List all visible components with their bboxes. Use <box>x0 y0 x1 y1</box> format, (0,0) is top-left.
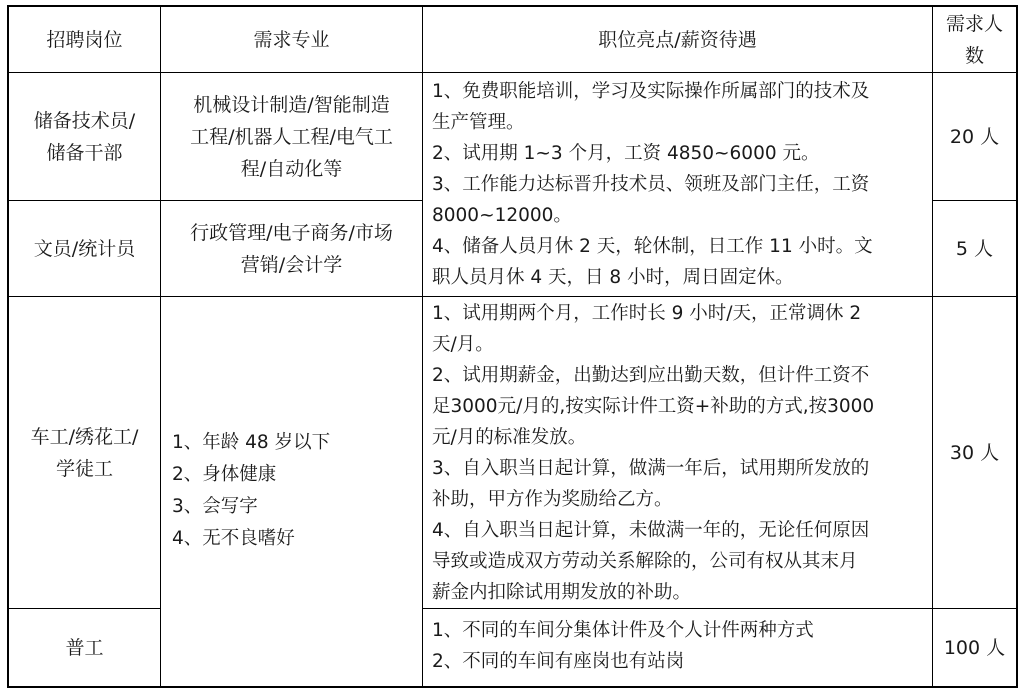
g1-row2-major <box>161 201 422 296</box>
g2-row2-count-text: 100 人 <box>943 636 1006 659</box>
g1-row2-position <box>9 201 160 296</box>
g2-benefit-line: 薪金内扣除试用期发放的补助。 <box>432 582 692 603</box>
header-benefits-text: 职位亮点/薪资待遇 <box>598 28 757 51</box>
g1-benefits <box>432 76 873 293</box>
g1-benefit-line: 2、试用期 1~3 个月，工资 4850~6000 元。 <box>432 143 820 164</box>
header-major <box>161 7 422 72</box>
g2-row1-position <box>9 297 160 608</box>
g1-row1-position-line1: 储备技术员/ <box>33 109 136 132</box>
g2-benefit-line: 足3000元/月的,按实际计件工资+补助的方式,按3000 <box>432 396 875 417</box>
header-count-line1: 需求人 <box>945 12 1003 35</box>
g1-row2-major-line1: 行政管理/电子商务/市场 <box>190 221 393 244</box>
g2-benefit-line: 导致或造成双方劳动关系解除的，公司有权从其末月 <box>432 551 858 572</box>
header-major-text: 需求专业 <box>253 28 330 51</box>
g2-row1-benefits <box>432 298 874 608</box>
g1-row1-position <box>9 73 160 200</box>
g1-row1-major <box>161 73 422 200</box>
header-count <box>933 7 1016 72</box>
header-count-line2: 数 <box>964 44 984 67</box>
g1-row2-count-text: 5 人 <box>955 237 994 260</box>
g2-row1-count <box>933 297 1016 608</box>
g2-row1-count-text: 30 人 <box>949 441 1000 464</box>
g1-row1-major-line1: 机械设计制造/智能制造 <box>193 93 390 116</box>
header-position-text: 招聘岗位 <box>46 28 123 51</box>
g2-requirement-item: 3、会写字 <box>172 496 258 517</box>
g1-benefit-line: 8000~12000。 <box>432 205 572 226</box>
g2-row2-benefit-line: 2、不同的车间有座岗也有站岗 <box>432 651 685 672</box>
g1-row1-major-line2: 工程/机器人工程/电气工 <box>190 125 393 148</box>
rule-col2 <box>422 5 423 688</box>
g2-requirement-item: 4、无不良嗜好 <box>172 528 295 549</box>
g2-row1-position-line1: 车工/绣花工/ <box>30 425 139 448</box>
g1-row1-count-text: 20 人 <box>949 125 1000 148</box>
g1-benefit-line: 3、工作能力达标晋升技术员、领班及部门主任，工资 <box>432 174 870 195</box>
g2-row2-position-text: 普工 <box>65 636 104 659</box>
g2-benefit-line: 4、自入职当日起计算，未做满一年的，无论任何原因 <box>432 520 870 541</box>
header-position <box>9 7 160 72</box>
g2-requirement-item: 1、年龄 48 岁以下 <box>172 432 331 453</box>
g2-benefit-line: 元/月的标准发放。 <box>432 427 587 448</box>
g2-row1-position-line2: 学徒工 <box>55 457 113 480</box>
g2-benefit-line: 3、自入职当日起计算，做满一年后，试用期所发放的 <box>432 458 870 479</box>
g1-row1-major-line3: 程/自动化等 <box>240 157 343 180</box>
rule-right <box>1016 5 1018 688</box>
g2-row2-benefits <box>432 615 814 677</box>
g1-row2-position-text: 文员/统计员 <box>33 237 136 260</box>
g1-benefit-line: 1、免费职能培训，学习及实际操作所属部门的技术及 <box>432 81 870 102</box>
rule-group2-col34 <box>422 608 1018 609</box>
rule-bottom <box>7 686 1018 688</box>
g2-requirement-item: 2、身体健康 <box>172 464 277 485</box>
g1-row1-count <box>933 73 1016 200</box>
g2-benefit-line: 1、试用期两个月，工作时长 9 小时/天，正常调休 2 <box>432 303 862 324</box>
g2-benefit-line: 2、试用期薪金，出勤达到应出勤天数，但计件工资不 <box>432 365 870 386</box>
g2-row2-position <box>9 609 160 686</box>
g1-row2-major-line2: 营销/会计学 <box>240 253 343 276</box>
g1-benefit-line: 职人员月休 4 天，日 8 小时，周日固定休。 <box>432 267 794 288</box>
header-benefits <box>423 7 932 72</box>
g2-row2-benefit-line: 1、不同的车间分集体计件及个人计件两种方式 <box>432 620 814 641</box>
g2-benefit-line: 天/月。 <box>432 334 494 355</box>
g1-row1-position-line2: 储备干部 <box>46 141 123 164</box>
g1-row2-count <box>933 201 1016 296</box>
g2-row2-count <box>933 609 1016 686</box>
g1-benefit-line: 4、储备人员月休 2 天，轮休制，日工作 11 小时。文 <box>432 236 873 257</box>
g2-requirements <box>172 427 330 555</box>
g2-benefit-line: 补助，甲方作为奖励给乙方。 <box>432 489 673 510</box>
g1-benefit-line: 生产管理。 <box>432 112 525 133</box>
